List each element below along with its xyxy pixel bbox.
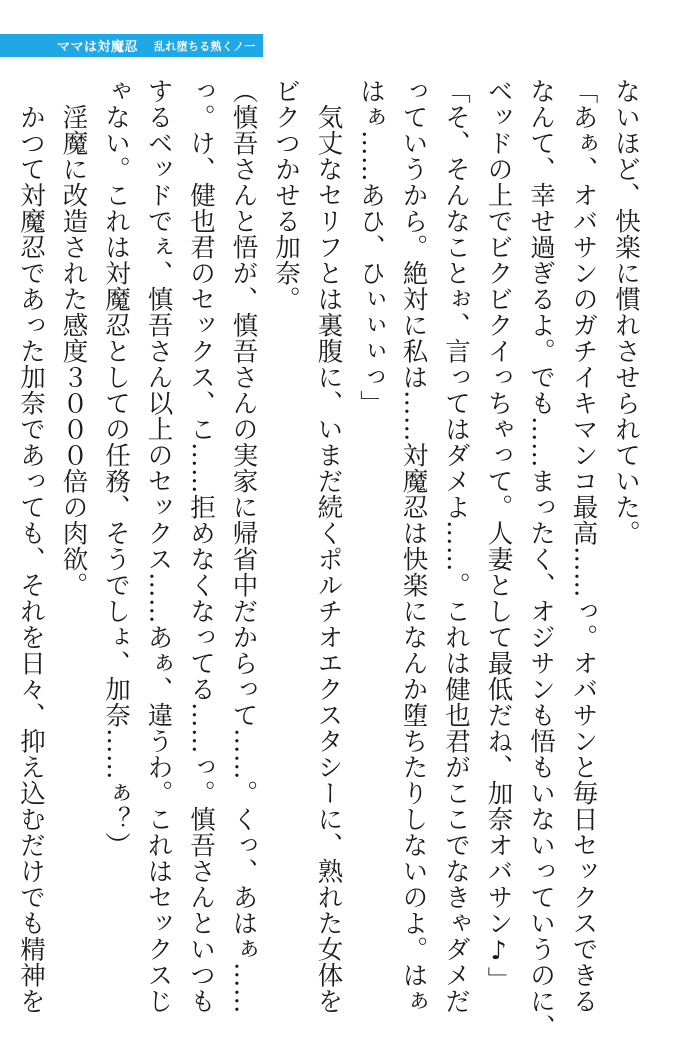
text-line: 「そ、そんなことぉ、言ってはダメよ……。これは健也君がここでなきゃダメだ <box>441 78 471 1014</box>
vertical-text-body <box>16 78 647 1040</box>
text-line: っていうから。絶対に私は……対魔忍は快楽になんか堕ちたりしないのよ。はぁ <box>398 78 429 1014</box>
book-title: ママは対魔忍 <box>57 40 139 55</box>
text-line: （慎吾さんと悟が、慎吾さんの実家に帰省中だからって……。くっ、あはぁ…… <box>228 78 259 1014</box>
book-subtitle: 乱れ堕ちる熟くノ一 <box>154 39 256 53</box>
text-line: ないほど、快楽に慣れさせられていた。 <box>611 78 641 546</box>
text-line: かつて対魔忍であった加奈であっても、それを日々、抑え込むだけでも精神を <box>16 78 46 1014</box>
text-line: ベッドの上でビクビクイっちゃって。人妻として最低だね、加奈オバサン♪」 <box>483 78 514 993</box>
text-line: ビクつかせる加奈。 <box>271 78 301 312</box>
text-line: 「あぁ、オバサンのガチイキマンコ最高……っ。オバサンと毎日セックスできる <box>568 78 599 1014</box>
text-line: するベッドでぇ、慎吾さん以上のセックス……あぁ、違うわ。これはセックスじ <box>143 78 174 1014</box>
text-line: 気丈なセリフとは裏腹に、いまだ続くポルチオエクスタシーに、熟れた女体を <box>313 78 344 1014</box>
text-line: なんて、幸せ過ぎるよ。でも……まったく、オジサンも悟もいないっていうのに、 <box>526 78 556 1040</box>
text-line: っ。け、健也君のセックス、こ……拒めなくなってる……っ。慎吾さんといつも <box>186 78 216 1014</box>
header-band <box>0 34 263 57</box>
text-line: ゃない。これは対魔忍としての任務、そうでしょ、加奈……ぁ？） <box>101 78 131 858</box>
text-line: 淫魔に改造された感度３０００倍の肉欲。 <box>58 78 89 598</box>
text-line: はぁ……あひ、ひぃぃぃっ」 <box>356 78 386 416</box>
